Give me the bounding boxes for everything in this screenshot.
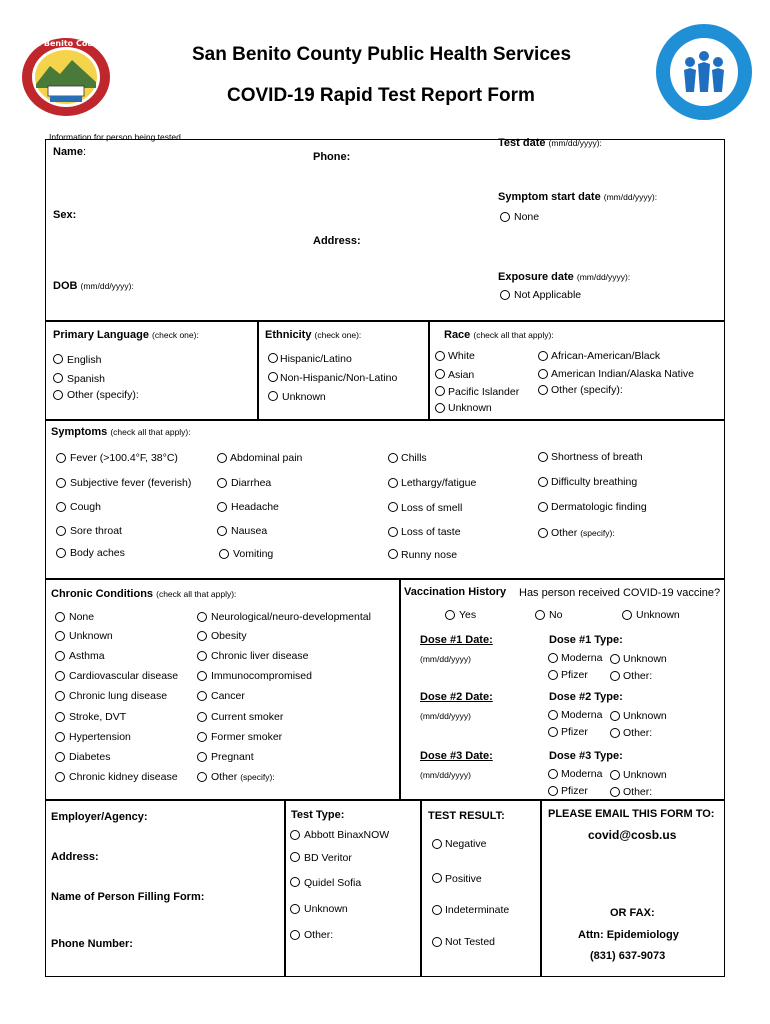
symptom-radio[interactable] [388, 527, 398, 537]
chronic-condition-option: Diabetes [69, 751, 111, 763]
symptom-radio[interactable] [538, 452, 548, 462]
email-address[interactable]: covid@cosb.us [588, 828, 677, 842]
chronic-condition-radio[interactable] [197, 691, 207, 701]
symptom-radio[interactable] [56, 548, 66, 558]
chronic-condition-option: Chronic kidney disease [69, 771, 178, 783]
vaccine-unknown-radio[interactable] [622, 610, 632, 620]
symptoms-section [45, 420, 725, 579]
ethnicity-unknown-radio[interactable] [268, 391, 278, 401]
race-unknown-radio[interactable] [435, 403, 445, 413]
dose-date-format: (mm/dd/yyyy) [420, 770, 471, 780]
sex-label: Sex: [53, 209, 77, 221]
chronic-condition-radio[interactable] [55, 712, 65, 722]
phone-number-label: Phone Number: [51, 938, 133, 950]
race-other-radio[interactable] [538, 385, 548, 395]
chronic-condition-option: Pregnant [211, 751, 254, 763]
chronic-condition-option: Cancer [211, 690, 245, 702]
race-option: Other (specify): [551, 384, 623, 396]
symptom-radio[interactable] [217, 478, 227, 488]
dose-date-label: Dose #2 Date: [420, 691, 493, 703]
exposure-na-label: Not Applicable [514, 289, 582, 301]
language-title: Primary Language (check one): [53, 329, 199, 341]
result-option: Not Tested [445, 936, 496, 948]
svg-text:San Benito County: San Benito County [24, 39, 108, 48]
dose-type-radio[interactable] [548, 769, 558, 779]
public-health-seal [654, 22, 754, 122]
chronic-condition-option: Asthma [69, 650, 105, 662]
result-radio[interactable] [432, 839, 442, 849]
symptom-option: Nausea [231, 525, 268, 537]
symptom-radio[interactable] [56, 526, 66, 536]
dose-type-radio[interactable] [548, 710, 558, 720]
symptom-option: Abdominal pain [230, 452, 303, 464]
ethnicity-option: Unknown [282, 391, 326, 403]
chronic-condition-radio[interactable] [55, 612, 65, 622]
chronic-condition-radio[interactable] [55, 752, 65, 762]
race-option: Unknown [448, 402, 492, 414]
dose-date-label: Dose #1 Date: [420, 634, 493, 646]
symptom-option: Sore throat [70, 525, 122, 537]
phone-label: Phone: [313, 151, 351, 163]
test-type-radio[interactable] [290, 877, 300, 887]
filler-name-label: Name of Person Filling Form: [51, 891, 205, 903]
dob-label: DOB (mm/dd/yyyy): [53, 280, 134, 292]
vaccine-answer: Unknown [636, 609, 680, 621]
dose-type-radio[interactable] [610, 770, 620, 780]
dose-type-label: Dose #3 Type: [549, 750, 623, 762]
result-radio[interactable] [432, 937, 442, 947]
dose-type-label: Dose #2 Type: [549, 691, 623, 703]
dose-type-option: Unknown [623, 769, 667, 781]
vaccine-answer: Yes [459, 609, 477, 621]
dose-type-label: Dose #1 Type: [549, 634, 623, 646]
race-title: Race (check all that apply): [444, 329, 554, 341]
symptom-radio[interactable] [388, 453, 398, 463]
symptom-none-radio[interactable] [500, 212, 510, 222]
dose-type-radio[interactable] [548, 786, 558, 796]
symptom-radio[interactable] [388, 478, 398, 488]
chronic-condition-option: Former smoker [211, 731, 283, 743]
symptom-radio[interactable] [217, 526, 227, 536]
symptom-none-label: None [514, 211, 540, 223]
chronic-condition-option: Immunocompromised [211, 670, 312, 682]
vaccine-yes-radio[interactable] [445, 610, 455, 620]
result-option: Positive [445, 873, 482, 885]
symptom-option: Other (specify): [551, 527, 615, 539]
name-label: Name: [53, 146, 87, 158]
page-title: San Benito County Public Health Services [192, 44, 572, 65]
symptom-radio[interactable] [388, 502, 398, 512]
dose-type-option: Moderna [561, 768, 603, 780]
symptom-radio[interactable] [56, 453, 66, 463]
form-title: COVID-19 Rapid Test Report Form [227, 85, 535, 106]
fax-number: (831) 637-9073 [590, 950, 666, 962]
chronic-condition-option: Other (specify): [211, 771, 275, 783]
symptom-radio[interactable] [217, 453, 227, 463]
chronic-condition-option: Obesity [211, 630, 247, 642]
symptom-radio[interactable] [538, 528, 548, 538]
chronic-condition-radio[interactable] [197, 651, 207, 661]
race-white-radio[interactable] [435, 351, 445, 361]
test-type-option: Other: [304, 929, 334, 941]
result-radio[interactable] [432, 905, 442, 915]
dose-type-radio[interactable] [610, 671, 620, 681]
dose-type-radio[interactable] [548, 653, 558, 663]
ethnicity-title: Ethnicity (check one): [265, 329, 362, 341]
dose-type-option: Unknown [623, 653, 667, 665]
language-option: Spanish [67, 373, 105, 385]
language-spanish-radio[interactable] [53, 373, 63, 383]
test-date-label: Test date (mm/dd/yyyy): [498, 137, 602, 149]
race-pacific-radio[interactable] [435, 386, 445, 396]
dose-date-format: (mm/dd/yyyy) [420, 711, 471, 721]
chronic-condition-radio[interactable] [197, 732, 207, 742]
chronic-condition-option: Unknown [69, 630, 113, 642]
test-type-radio[interactable] [290, 930, 300, 940]
chronic-condition-radio[interactable] [55, 732, 65, 742]
dose-date-format: (mm/dd/yyyy) [420, 654, 471, 664]
test-result-title: TEST RESULT: [428, 810, 505, 822]
symptom-radio[interactable] [538, 502, 548, 512]
dose-date-label: Dose #3 Date: [420, 750, 493, 762]
symptom-radio[interactable] [217, 502, 227, 512]
chronic-condition-option: Hypertension [69, 731, 131, 743]
race-option: Asian [448, 369, 475, 381]
chronic-condition-radio[interactable] [197, 772, 207, 782]
chronic-condition-option: None [69, 611, 95, 623]
symptom-option: Shortness of breath [551, 451, 643, 463]
chronic-condition-radio[interactable] [55, 671, 65, 681]
address-label: Address: [313, 235, 361, 247]
ethnicity-non-hispanic-radio[interactable] [268, 372, 278, 382]
test-type-title: Test Type: [291, 809, 345, 821]
symptom-option: Difficulty breathing [551, 476, 638, 488]
test-type-radio[interactable] [290, 852, 300, 862]
symptom-option: Headache [231, 501, 279, 513]
exposure-na-radio[interactable] [500, 290, 510, 300]
fax-attn: Attn: Epidemiology [578, 929, 679, 941]
symptom-option: Vomiting [233, 548, 274, 560]
chronic-condition-radio[interactable] [55, 651, 65, 661]
chronic-condition-radio[interactable] [55, 772, 65, 782]
chronic-condition-option: Stroke, DVT [69, 711, 127, 723]
symptom-option: Chills [401, 452, 427, 464]
symptoms-title: Symptoms (check all that apply): [51, 426, 191, 438]
test-type-option: Unknown [304, 903, 348, 915]
symptom-radio[interactable] [538, 477, 548, 487]
result-radio[interactable] [432, 873, 442, 883]
info-section [45, 139, 725, 321]
county-seal [20, 36, 112, 118]
language-option: English [67, 354, 102, 366]
vaccine-question: Has person received COVID-19 vaccine? [519, 587, 721, 599]
symptom-option: Runny nose [401, 549, 458, 561]
email-instruction: PLEASE EMAIL THIS FORM TO: [548, 808, 715, 820]
chronic-title: Chronic Conditions (check all that apply): [51, 588, 237, 600]
symptom-option: Loss of smell [401, 502, 463, 514]
dose-type-option: Pfizer [561, 726, 588, 738]
result-option: Negative [445, 838, 487, 850]
vaccine-no-radio[interactable] [535, 610, 545, 620]
test-type-radio[interactable] [290, 830, 300, 840]
language-option: Other (specify): [67, 389, 139, 401]
test-type-option: BD Veritor [304, 852, 352, 864]
dose-type-option: Pfizer [561, 669, 588, 681]
dose-type-radio[interactable] [548, 670, 558, 680]
ethnicity-option: Non-Hispanic/Non-Latino [280, 372, 398, 384]
race-option: Pacific Islander [448, 386, 520, 398]
chronic-condition-option: Cardiovascular disease [69, 670, 179, 682]
info-caption: Information for person being tested. [49, 132, 184, 142]
chronic-condition-radio[interactable] [197, 752, 207, 762]
symptom-option: Subjective fever (feverish) [70, 477, 192, 489]
race-asian-radio[interactable] [435, 369, 445, 379]
symptom-option: Dermatologic finding [551, 501, 647, 513]
chronic-condition-radio[interactable] [55, 631, 65, 641]
employer-address-label: Address: [51, 851, 99, 863]
race-option: African-American/Black [551, 350, 661, 362]
fax-instruction: OR FAX: [610, 907, 655, 919]
test-type-radio[interactable] [290, 904, 300, 914]
race-option: White [448, 350, 475, 362]
result-option: Indeterminate [445, 904, 510, 916]
symptom-option: Cough [70, 501, 101, 513]
symptom-start-label: Symptom start date (mm/dd/yyyy): [498, 191, 658, 203]
vaccination-title: Vaccination History [404, 586, 507, 598]
dose-type-option: Moderna [561, 652, 603, 664]
chronic-condition-radio[interactable] [197, 671, 207, 681]
symptom-option: Fever (>100.4°F, 38°C) [70, 452, 178, 464]
symptom-option: Body aches [70, 547, 125, 559]
ethnicity-option: Hispanic/Latino [280, 353, 352, 365]
symptom-option: Diarrhea [231, 477, 272, 489]
symptom-radio[interactable] [56, 478, 66, 488]
symptom-option: Lethargy/fatigue [401, 477, 477, 489]
ethnicity-hispanic-radio[interactable] [268, 353, 278, 363]
language-english-radio[interactable] [53, 354, 63, 364]
chronic-condition-option: Neurological/neuro-developmental [211, 611, 371, 623]
chronic-condition-option: Chronic lung disease [69, 690, 168, 702]
race-black-radio[interactable] [538, 351, 548, 361]
symptom-radio[interactable] [56, 502, 66, 512]
exposure-date-label: Exposure date (mm/dd/yyyy): [498, 271, 631, 283]
employer-label: Employer/Agency: [51, 811, 148, 823]
test-type-option: Abbott BinaxNOW [304, 829, 390, 841]
language-other-radio[interactable] [53, 390, 63, 400]
dose-type-option: Moderna [561, 709, 603, 721]
chronic-condition-option: Current smoker [211, 711, 284, 723]
test-type-option: Quidel Sofia [304, 877, 362, 889]
chronic-condition-option: Chronic liver disease [211, 650, 309, 662]
dose-type-radio[interactable] [548, 727, 558, 737]
dose-type-option: Other: [623, 727, 653, 739]
dose-type-option: Unknown [623, 710, 667, 722]
symptom-option: Loss of taste [401, 526, 461, 538]
chronic-condition-radio[interactable] [55, 691, 65, 701]
race-native-radio[interactable] [538, 369, 548, 379]
dose-type-option: Other: [623, 786, 653, 798]
dose-type-radio[interactable] [610, 787, 620, 797]
chronic-condition-radio[interactable] [197, 712, 207, 722]
chronic-condition-radio[interactable] [197, 612, 207, 622]
dose-type-radio[interactable] [610, 654, 620, 664]
dose-type-option: Pfizer [561, 785, 588, 797]
chronic-condition-radio[interactable] [197, 631, 207, 641]
symptom-radio[interactable] [388, 549, 398, 559]
dose-type-radio[interactable] [610, 711, 620, 721]
dose-type-option: Other: [623, 670, 653, 682]
vaccine-answer: No [549, 609, 563, 621]
race-option: American Indian/Alaska Native [551, 368, 694, 380]
dose-type-radio[interactable] [610, 728, 620, 738]
symptom-radio[interactable] [219, 549, 229, 559]
